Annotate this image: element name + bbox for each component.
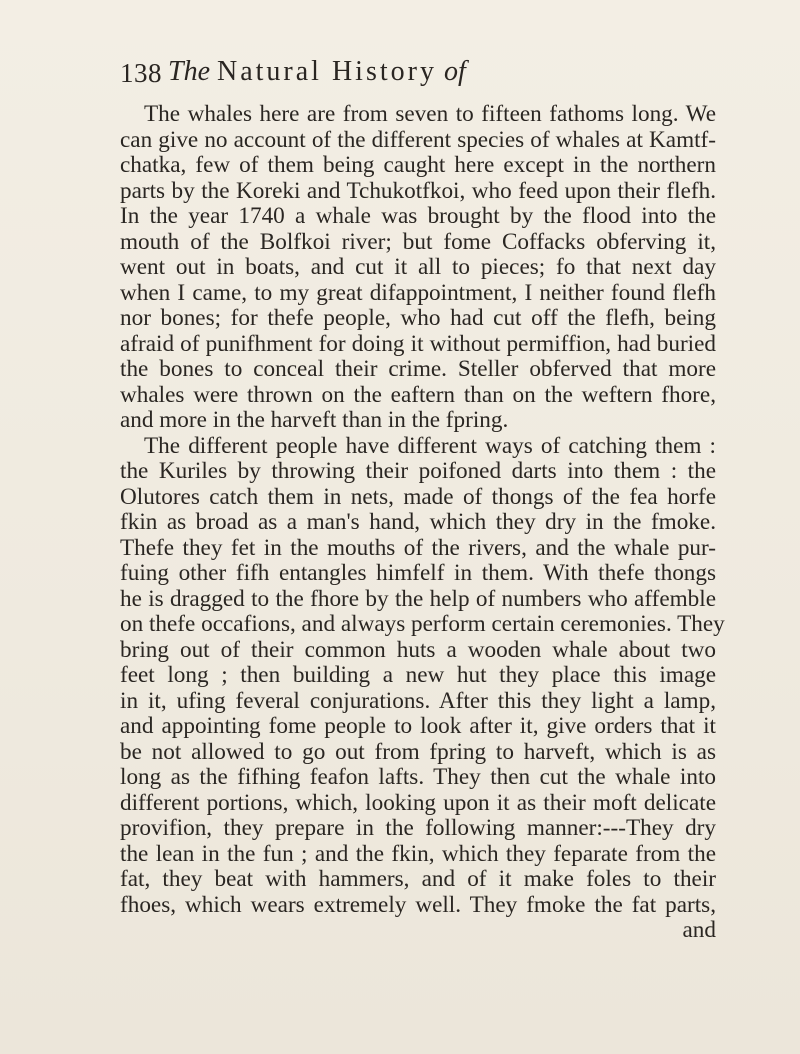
text-line: can give no account of the different species of whales at Kamtf- <box>120 126 716 153</box>
catchword: and <box>682 917 716 943</box>
text-line: the Kuriles by throwing their poifoned darts into them : the <box>120 458 716 484</box>
text-line: In the year 1740 a whale was brought by the flood into the <box>120 203 716 229</box>
text-line: the bones to conceal their crime. Steller obferved that more <box>120 356 716 382</box>
text-line: long as the fifhing feafon lafts. They then cut the whale into <box>120 764 716 790</box>
text-line: mouth of the Bolfkoi river; but fome Coffacks obferving it, <box>120 228 716 255</box>
text-line: The whales here are from seven to fifteen fathoms long. We <box>144 101 716 127</box>
text-line: he is dragged to the fhore by the help of numbers who affemble <box>120 585 716 612</box>
text-line: Thefe they fet in the mouths of the rivers, and the whale pur- <box>120 534 716 561</box>
text-line: parts by the Koreki and Tchukotfkoi, who feed upon their flefh. <box>120 177 716 204</box>
text-line: be not allowed to go out from fpring to harveft, which is as <box>120 738 716 765</box>
text-line: chatka, few of them being caught here except in the northern <box>120 152 716 178</box>
text-line: fuing other fifh entangles himfelf in them. With thefe thongs <box>120 560 716 586</box>
text-line: different portions, which, looking upon it as their moft delicate <box>120 789 716 816</box>
text-line: bring out of their common huts a wooden whale about two <box>120 636 716 663</box>
running-head-of: of <box>443 56 466 87</box>
text-line: and appointing fome people to look after it, give orders that it <box>120 713 716 739</box>
text-line: on thefe occafions, and always perform certain ceremonies. They <box>120 611 725 637</box>
body-text <box>120 101 725 944</box>
page-number: 138 <box>120 58 162 88</box>
text-line: feet long ; then building a new hut they place this image <box>120 662 716 688</box>
text-line: Olutores catch them in nets, made of thongs of the fea horfe <box>120 483 716 510</box>
text-line: provifion, they prepare in the following manner:---They dry <box>120 815 716 841</box>
text-line: went out in boats, and cut it all to pieces; fo that next day <box>120 254 716 280</box>
text-line: fkin as broad as a man's hand, which they dry in the fmoke. <box>120 509 716 535</box>
page-header <box>120 50 680 94</box>
running-head-title: Natural History <box>217 56 437 87</box>
text-line: nor bones; for thefe people, who had cut off the flefh, being <box>120 305 716 331</box>
running-head-the: The <box>168 56 210 87</box>
running-head <box>168 56 466 88</box>
text-line: fhoes, which wears extremely well. They fmoke the fat parts, <box>120 891 716 918</box>
text-line: whales were thrown on the eaftern than on the weftern fhore, <box>120 381 716 408</box>
text-line: afraid of punifhment for doing it without permiffion, had buried <box>120 330 716 357</box>
text-line: the lean in the fun ; and the fkin, which they feparate from the <box>120 840 716 867</box>
text-line: The different people have different ways of catching them : <box>144 432 716 459</box>
text-line: in it, ufing feveral conjurations. After this they light a lamp, <box>120 687 716 714</box>
text-line: when I came, to my great difappointment, I neither found flefh <box>120 279 716 306</box>
text-line: fat, they beat with hammers, and of it make foles to their <box>120 866 716 892</box>
text-line: and more in the harveft than in the fpring. <box>120 407 509 433</box>
